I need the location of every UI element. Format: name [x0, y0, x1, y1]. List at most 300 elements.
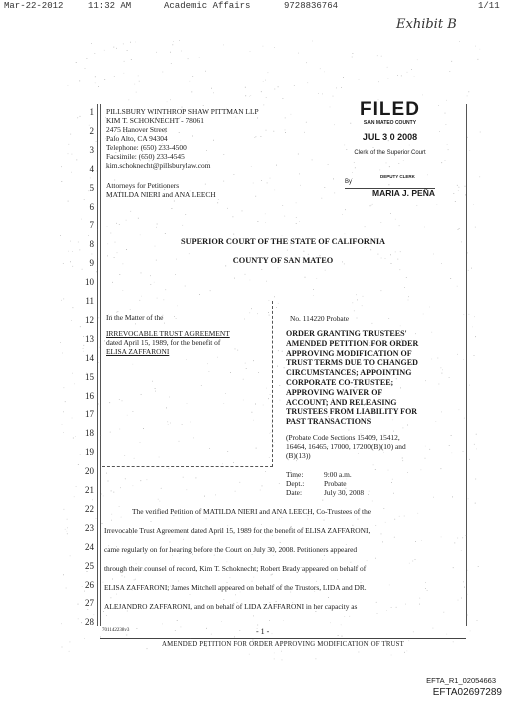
- scan-speck: [321, 198, 322, 199]
- scan-speck: [126, 220, 127, 221]
- filed-stamp-clerk: Clerk of the Superior Court: [354, 150, 426, 156]
- scan-speck: [459, 187, 460, 188]
- scan-speck: [304, 132, 305, 133]
- scan-speck: [402, 460, 403, 461]
- scan-speck: [429, 307, 430, 308]
- line-number: 5: [89, 182, 94, 193]
- scan-speck: [333, 179, 334, 180]
- filed-stamp-title: FILED: [360, 99, 420, 120]
- scan-speck: [122, 290, 123, 291]
- scan-speck: [221, 621, 222, 622]
- scan-speck: [263, 105, 264, 106]
- hearing-info: [286, 470, 364, 497]
- caption-matter: [106, 313, 230, 356]
- scan-speck: [354, 310, 355, 311]
- bates-number-small: EFTA_R1_02054663: [426, 676, 496, 685]
- scan-speck: [316, 278, 317, 279]
- scan-speck: [407, 72, 408, 73]
- scan-speck: [391, 482, 392, 483]
- scan-speck: [116, 594, 117, 595]
- scan-speck: [353, 53, 354, 54]
- scan-speck: [274, 89, 275, 90]
- line-number: 27: [85, 598, 94, 609]
- bates-number-large: EFTA02697289: [432, 687, 502, 698]
- scan-speck: [181, 627, 182, 628]
- scan-speck: [150, 275, 151, 276]
- scan-speck: [175, 630, 176, 631]
- scan-speck: [102, 523, 103, 524]
- scan-speck: [66, 588, 67, 589]
- scan-speck: [451, 435, 452, 436]
- scan-speck: [120, 487, 121, 488]
- scan-speck: [409, 563, 410, 564]
- scan-speck: [235, 594, 236, 595]
- scan-speck: [72, 251, 73, 252]
- scan-speck: [70, 241, 71, 242]
- scan-speck: [131, 59, 132, 60]
- scan-speck: [60, 342, 61, 343]
- scan-speck: [157, 298, 158, 299]
- scan-speck: [467, 96, 468, 97]
- scan-speck: [112, 282, 113, 283]
- scan-speck: [464, 587, 465, 588]
- scan-speck: [64, 509, 65, 510]
- scan-speck: [446, 100, 447, 101]
- order-title-line: APPROVING MODIFICATION OF: [286, 348, 412, 358]
- scan-speck: [123, 73, 124, 74]
- scan-speck: [107, 226, 108, 227]
- scan-speck: [68, 251, 69, 252]
- filed-stamp-name: MARIA J. PEÑA: [372, 188, 435, 198]
- scan-speck: [71, 172, 72, 173]
- scan-speck: [333, 96, 334, 97]
- scan-speck: [274, 190, 275, 191]
- scan-speck: [183, 477, 184, 478]
- scan-speck: [475, 336, 476, 337]
- scan-speck: [334, 124, 335, 125]
- scan-speck: [91, 43, 92, 44]
- scan-speck: [306, 62, 307, 63]
- body-line-4: through their counsel of record, Kim T. Schoknecht; Robert Brady appeared on behalf of: [104, 564, 367, 573]
- scan-speck: [162, 72, 163, 73]
- scan-speck: [385, 522, 386, 523]
- scan-speck: [441, 162, 442, 163]
- scan-speck: [462, 537, 463, 538]
- scan-speck: [474, 316, 475, 317]
- scan-speck: [381, 534, 382, 535]
- scan-speck: [189, 81, 190, 82]
- scan-speck: [274, 653, 275, 654]
- scan-speck: [245, 274, 246, 275]
- scan-speck: [461, 598, 462, 599]
- hearing-date: Date: July 30, 2008: [286, 488, 365, 497]
- scan-speck: [341, 87, 342, 88]
- scan-speck: [135, 42, 136, 43]
- scan-speck: [151, 521, 152, 522]
- scan-speck: [119, 506, 120, 507]
- scan-speck: [258, 221, 259, 222]
- scan-speck: [161, 488, 162, 489]
- scan-speck: [296, 202, 297, 203]
- scan-speck: [82, 269, 83, 270]
- scan-speck: [318, 93, 319, 94]
- scan-speck: [357, 300, 358, 301]
- scan-speck: [330, 622, 331, 623]
- scan-speck: [413, 631, 414, 632]
- scan-speck: [225, 266, 226, 267]
- scan-speck: [253, 616, 254, 617]
- scan-speck: [230, 577, 231, 578]
- scan-speck: [61, 166, 62, 167]
- line-number: 21: [85, 485, 94, 495]
- scan-speck: [111, 514, 112, 515]
- scan-speck: [223, 181, 224, 182]
- scan-speck: [72, 266, 73, 267]
- scan-speck: [182, 225, 183, 226]
- scan-speck: [219, 542, 220, 543]
- scan-speck: [338, 635, 339, 636]
- scan-speck: [324, 71, 325, 72]
- scan-speck: [192, 76, 193, 77]
- scan-speck: [282, 205, 283, 206]
- scan-speck: [381, 290, 382, 291]
- scan-speck: [359, 79, 360, 80]
- scan-speck: [112, 579, 113, 580]
- scan-speck: [73, 438, 74, 439]
- scan-speck: [103, 611, 104, 612]
- scan-speck: [68, 85, 69, 86]
- scan-speck: [63, 263, 64, 264]
- scan-speck: [345, 209, 346, 210]
- scan-speck: [271, 575, 272, 576]
- scan-speck: [282, 660, 283, 661]
- scan-speck: [425, 458, 426, 459]
- scan-speck: [425, 582, 426, 583]
- scan-speck: [204, 496, 205, 497]
- line-number: 9: [89, 258, 94, 269]
- scan-speck: [424, 227, 425, 228]
- scan-speck: [185, 286, 186, 287]
- scan-speck: [324, 520, 325, 521]
- scan-speck: [457, 286, 458, 287]
- scan-speck: [117, 252, 118, 253]
- scan-speck: [365, 247, 366, 248]
- line-number: 1: [89, 107, 94, 117]
- scan-speck: [480, 132, 481, 133]
- scan-speck: [461, 550, 462, 551]
- scan-speck: [376, 602, 377, 603]
- body-line-6: ALEJANDRO ZAFFARONI, and on behalf of LIDA ZAFFARONI in her capacity as: [104, 602, 358, 611]
- body-line-1: The verified Petition of MATILDA NIERI and ANA LEECH, Co-Trustees of the: [132, 507, 372, 516]
- scan-speck: [106, 615, 107, 616]
- scan-speck: [298, 53, 299, 54]
- line-number: 28: [85, 617, 94, 628]
- caption-beneficiary: ELISA ZAFFARONI: [106, 347, 170, 356]
- scan-speck: [372, 323, 373, 324]
- order-title-line: TRUSTEES FROM LIABILITY FOR: [286, 407, 418, 417]
- scan-speck: [124, 61, 125, 62]
- scan-speck: [308, 254, 309, 255]
- scan-speck: [278, 268, 279, 269]
- scan-speck: [170, 542, 171, 543]
- scan-speck: [433, 628, 434, 629]
- scan-speck: [147, 648, 148, 649]
- probate-code-sections: [286, 433, 406, 460]
- scan-speck: [299, 174, 300, 175]
- scan-speck: [463, 359, 464, 360]
- scan-speck: [342, 214, 343, 215]
- scan-speck: [72, 373, 73, 374]
- scan-speck: [300, 185, 301, 186]
- scan-speck: [467, 253, 468, 254]
- scan-speck: [63, 574, 64, 575]
- body-line-2: Irrevocable Trust Agreement dated April 15, 1989 for the benefit of ELISA ZAFFARONI,: [104, 526, 371, 535]
- scan-speck: [280, 400, 281, 401]
- scan-speck: [307, 519, 308, 520]
- scan-speck: [404, 287, 405, 288]
- scan-speck: [281, 517, 282, 518]
- scan-speck: [190, 594, 191, 595]
- scan-speck: [165, 289, 166, 290]
- scan-speck: [381, 56, 382, 57]
- scan-speck: [475, 503, 476, 504]
- line-number: 22: [85, 503, 94, 514]
- scan-speck: [188, 58, 189, 59]
- scan-speck: [404, 652, 405, 653]
- scan-speck: [415, 541, 416, 542]
- line-number: 24: [85, 541, 94, 552]
- scan-speck: [95, 82, 96, 83]
- filed-stamp-date: JUL 3 0 2008: [362, 132, 418, 142]
- scan-speck: [72, 154, 73, 155]
- scan-speck: [265, 80, 266, 81]
- scan-speck: [218, 199, 219, 200]
- scan-speck: [389, 166, 390, 167]
- scan-speck: [274, 442, 275, 443]
- scan-speck: [267, 183, 268, 184]
- scan-speck: [395, 252, 396, 253]
- scan-speck: [451, 61, 452, 62]
- scan-speck: [66, 531, 67, 532]
- body-line-5: ELISA ZAFFARONI; James Mitchell appeared on behalf of the Trustors, LIDA and DR.: [104, 583, 367, 592]
- scan-speck: [457, 354, 458, 355]
- scan-speck: [79, 250, 80, 251]
- scan-speck: [458, 600, 459, 601]
- scan-speck: [111, 520, 112, 521]
- scan-speck: [369, 491, 370, 492]
- scan-speck: [377, 613, 378, 614]
- scan-speck: [128, 99, 129, 100]
- scan-speck: [429, 449, 430, 450]
- scan-speck: [406, 277, 407, 278]
- scan-speck: [260, 490, 261, 491]
- scan-speck: [378, 81, 379, 82]
- scan-speck: [411, 69, 412, 70]
- scan-speck: [469, 459, 470, 460]
- scan-speck: [396, 607, 397, 608]
- scan-speck: [354, 162, 355, 163]
- scan-speck: [253, 577, 254, 578]
- scan-speck: [304, 251, 305, 252]
- footer-rule: [100, 638, 466, 639]
- scan-speck: [425, 446, 426, 447]
- scan-speck: [61, 623, 62, 624]
- scan-speck: [266, 97, 267, 98]
- scan-speck: [62, 353, 63, 354]
- scan-speck: [156, 52, 157, 53]
- scan-speck: [457, 185, 458, 186]
- scan-speck: [433, 497, 434, 498]
- scan-speck: [261, 91, 262, 92]
- scan-speck: [61, 181, 62, 182]
- footer-page-number: - 1 -: [256, 627, 270, 636]
- scan-speck: [342, 636, 343, 637]
- scan-speck: [285, 130, 286, 131]
- scan-speck: [476, 449, 477, 450]
- scan-speck: [285, 132, 286, 133]
- scan-speck: [281, 651, 282, 652]
- scan-speck: [344, 616, 345, 617]
- scan-speck: [170, 52, 171, 53]
- scan-speck: [305, 277, 306, 278]
- scan-speck: [386, 610, 387, 611]
- scan-speck: [328, 164, 329, 165]
- scan-speck: [391, 607, 392, 608]
- scan-speck: [133, 485, 134, 486]
- filed-stamp: [340, 100, 440, 156]
- scan-speck: [398, 163, 399, 164]
- scan-speck: [140, 234, 141, 235]
- line-number: 14: [85, 352, 94, 363]
- scan-speck: [380, 222, 381, 223]
- scan-speck: [252, 554, 253, 555]
- scan-speck: [306, 122, 307, 123]
- scan-speck: [83, 345, 84, 346]
- scan-speck: [417, 59, 418, 60]
- scan-speck: [422, 95, 423, 96]
- scan-speck: [93, 614, 94, 615]
- line-number: 6: [89, 201, 94, 212]
- scan-speck: [442, 373, 443, 374]
- scan-speck: [75, 436, 76, 437]
- scan-speck: [65, 401, 66, 402]
- scan-speck: [185, 214, 186, 215]
- line-number: 23: [85, 522, 94, 533]
- scan-speck: [90, 178, 91, 179]
- scan-speck: [449, 377, 450, 378]
- scan-speck: [257, 625, 258, 626]
- scan-speck: [279, 483, 280, 484]
- scan-speck: [172, 208, 173, 209]
- line-number: 11: [85, 296, 94, 306]
- scan-speck: [227, 561, 228, 562]
- scan-speck: [70, 642, 71, 643]
- scan-speck: [419, 604, 420, 605]
- scan-speck: [83, 351, 84, 352]
- scan-speck: [345, 233, 346, 234]
- scan-speck: [431, 332, 432, 333]
- scan-speck: [85, 68, 86, 69]
- line-number: 19: [85, 447, 94, 458]
- scan-speck: [356, 294, 357, 295]
- scan-speck: [108, 481, 109, 482]
- footer-title: AMENDED PETITION FOR ORDER APPROVING MODIFICATION OF TRUST: [161, 641, 405, 648]
- order-title-line: TRUST TERMS DUE TO CHANGED: [286, 358, 418, 368]
- scan-speck: [263, 46, 264, 47]
- scan-speck: [214, 555, 215, 556]
- scan-speck: [274, 296, 275, 297]
- scan-speck: [459, 228, 460, 229]
- scan-speck: [234, 174, 235, 175]
- attorneys-for-line: Attorneys for Petitioners: [106, 181, 180, 190]
- scan-speck: [78, 604, 79, 605]
- scan-speck: [167, 101, 168, 102]
- scan-speck: [278, 86, 279, 87]
- scan-speck: [98, 86, 99, 87]
- scan-speck: [138, 76, 139, 77]
- scan-speck: [463, 581, 464, 582]
- scan-speck: [114, 76, 115, 77]
- scan-speck: [158, 499, 159, 500]
- scan-speck: [425, 588, 426, 589]
- scan-speck: [475, 227, 476, 228]
- scan-speck: [261, 136, 262, 137]
- scan-speck: [445, 160, 446, 161]
- scan-speck: [375, 558, 376, 559]
- filed-stamp-by: By: [345, 179, 353, 185]
- scan-speck: [404, 516, 405, 517]
- scan-speck: [111, 597, 112, 598]
- scan-speck: [388, 318, 389, 319]
- scan-speck: [299, 221, 300, 222]
- scan-speck: [436, 204, 437, 205]
- scan-speck: [138, 218, 139, 219]
- fax-department: Academic Affairs: [164, 1, 251, 11]
- scan-speck: [479, 176, 480, 177]
- scan-speck: [84, 199, 85, 200]
- scan-speck: [415, 559, 416, 560]
- scan-speck: [476, 434, 477, 435]
- scan-speck: [457, 538, 458, 539]
- scan-speck: [140, 480, 141, 481]
- scan-speck: [217, 202, 218, 203]
- scan-speck: [119, 274, 120, 275]
- order-title: [286, 329, 418, 427]
- scan-speck: [92, 499, 93, 500]
- scan-speck: [265, 213, 266, 214]
- scan-speck: [468, 498, 469, 499]
- scan-speck: [375, 525, 376, 526]
- scan-speck: [392, 479, 393, 480]
- scan-speck: [250, 280, 251, 281]
- scan-speck: [419, 598, 420, 599]
- scan-speck: [111, 491, 112, 492]
- scan-speck: [245, 87, 246, 88]
- scan-speck: [61, 300, 62, 301]
- body-line-3: came regularly on for hearing before the Court on July 30, 2008. Petitioners appeared: [104, 545, 358, 554]
- scan-speck: [73, 307, 74, 308]
- scan-speck: [88, 235, 89, 236]
- scan-speck: [454, 543, 455, 544]
- scan-speck: [125, 478, 126, 479]
- line-number: 18: [85, 428, 94, 439]
- scan-speck: [441, 412, 442, 413]
- scan-speck: [137, 628, 138, 629]
- scan-speck: [279, 385, 280, 386]
- scan-speck: [106, 473, 107, 474]
- scan-speck: [84, 638, 85, 639]
- scan-speck: [77, 117, 78, 118]
